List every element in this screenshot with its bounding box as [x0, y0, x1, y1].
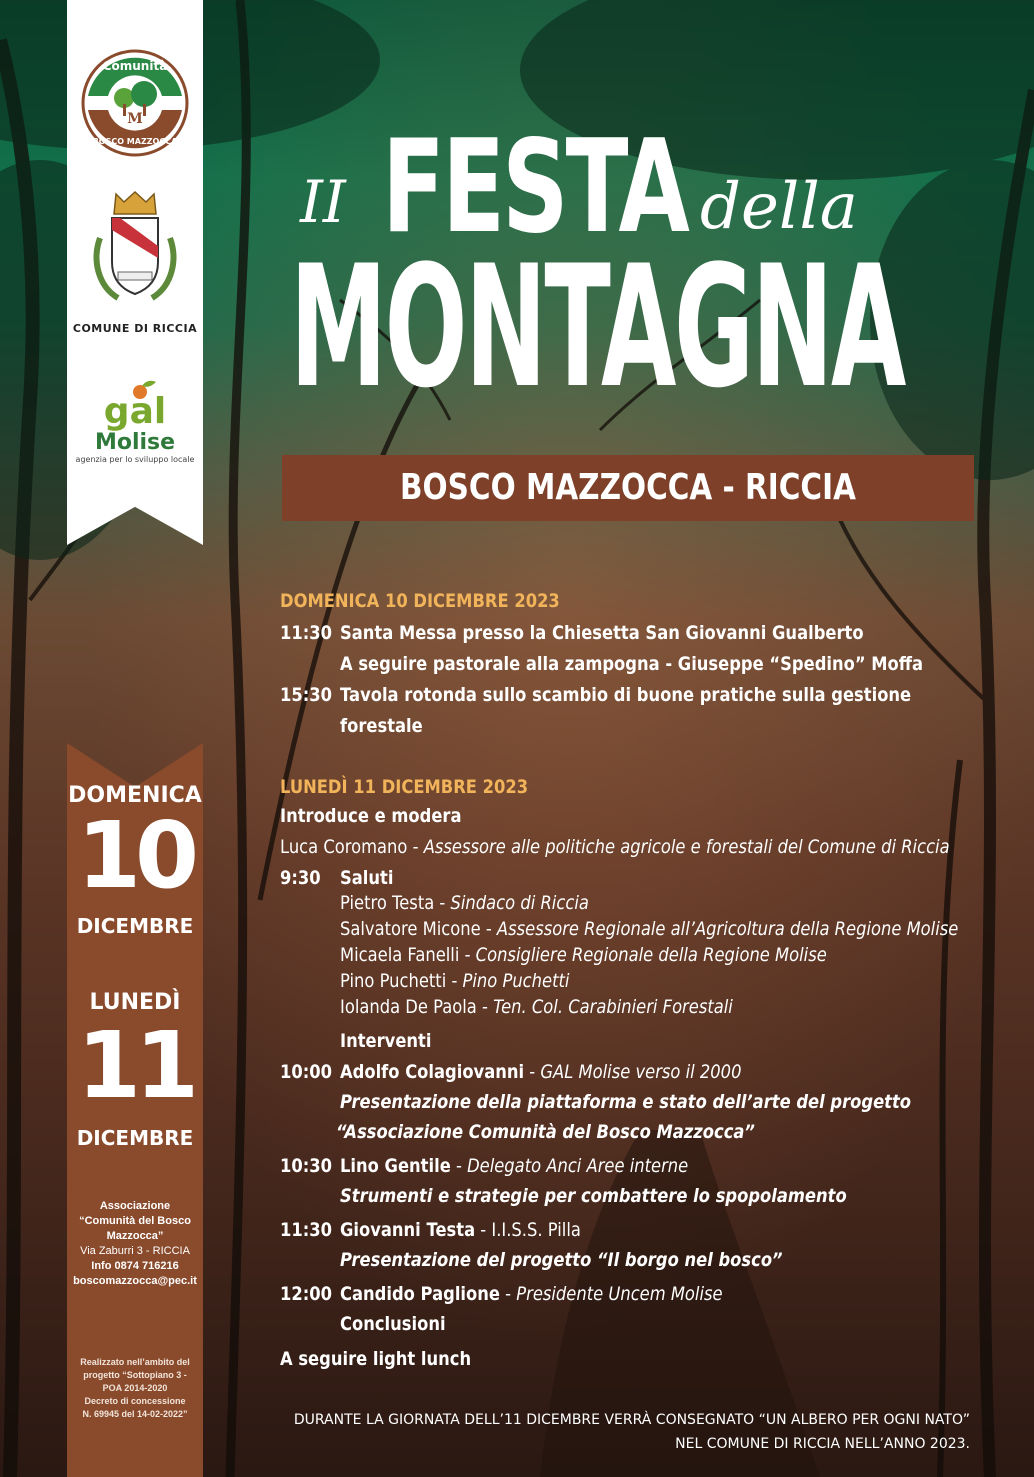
time: 12:00 [280, 1283, 333, 1305]
greeting-line: Micaela Fanelli - Consigliere Regionale della Regione Molise [340, 944, 827, 966]
speaker-name: Lino Gentile [340, 1155, 451, 1177]
comunita-arc-top: Comunità [102, 59, 168, 73]
greeting-role: Consigliere Regionale della Regione Molise [475, 944, 827, 966]
comunita-logo [80, 48, 190, 158]
greeting-role: Pino Puchetti [462, 970, 570, 992]
closing-line2: NEL COMUNE DI RICCIA NELL’ANNO 2023. [675, 1436, 970, 1452]
greeting-role: Ten. Col. Carabinieri Forestali [493, 996, 733, 1018]
intro-label: Introduce e modera [280, 805, 462, 827]
closing-line1: DURANTE LA GIORNATA DELL’11 DICEMBRE VERRÀ CONSEGNATO “UN ALBERO PER OGNI NATO” [293, 1412, 970, 1428]
greeting-role: Sindaco di Riccia [450, 892, 589, 914]
gal-tagline: agenzia per lo sviluppo locale [75, 455, 195, 464]
title-della: della [700, 170, 858, 244]
greeting-name: Iolanda De Paola [340, 996, 477, 1018]
date2-number: 11 [76, 1012, 194, 1119]
time: 9:30 [280, 867, 321, 889]
event-line: forestale [340, 715, 423, 737]
lunch-line: A seguire light lunch [280, 1348, 472, 1370]
speaker-line: Giovanni Testa - I.I.S.S. Pilla [340, 1219, 581, 1241]
speaker-role: GAL Molise verso il 2000 [540, 1061, 742, 1083]
association-contact [67, 1199, 203, 1289]
time: 11:30 [280, 1219, 333, 1241]
saluti-label: Saluti [340, 867, 394, 889]
date1-month: DICEMBRE [76, 914, 194, 938]
monday-heading: LUNEDÌ 11 DICEMBRE 2023 [280, 776, 529, 798]
gal-word: gal [103, 391, 167, 432]
conclusioni-label: Conclusioni [340, 1313, 446, 1335]
greeting-line: Iolanda De Paola - Ten. Col. Carabinieri Forestali [340, 996, 733, 1018]
time: 15:30 [280, 684, 333, 706]
time: 10:00 [280, 1061, 333, 1083]
time: 11:30 [280, 622, 333, 644]
gal-molise: Molise [94, 430, 176, 455]
speaker-topic: Presentazione della piattaforma e stato dell’arte del progetto [340, 1091, 912, 1113]
event-line: A seguire pastorale alla zampogna - Giuseppe “Spedino” Moffa [340, 653, 924, 675]
footnote-line: POA 2014-2020 [102, 1383, 168, 1393]
speaker-role: I.I.S.S. Pilla [491, 1219, 581, 1241]
speaker-role: Delegato Anci Aree interne [467, 1155, 689, 1177]
footnote-line: N. 69945 del 14-02-2022” [82, 1409, 188, 1419]
date2-month: DICEMBRE [76, 1126, 194, 1150]
moderator-line: Luca Coromano - Assessore alle politiche agricole e forestali del Comune di Riccia [280, 836, 950, 858]
assoc-address: Via Zaburri 3 - RICCIA [80, 1245, 190, 1257]
assoc-email: boscomazzocca@pec.it [73, 1275, 197, 1287]
greeting-name: Pino Puchetti [340, 970, 447, 992]
speaker-topic: “Associazione Comunità del Bosco Mazzocca” [336, 1121, 755, 1143]
project-footnote [67, 1356, 203, 1421]
speaker-name: Giovanni Testa [340, 1219, 476, 1241]
greeting-role: Assessore Regionale all’Agricoltura della Regione Molise [496, 918, 959, 940]
moderator-name: Luca Coromano [280, 836, 408, 858]
gal-molise-logo [67, 392, 203, 466]
title-edition: II [300, 168, 346, 236]
footnote-line: Realizzato nell’ambito del [80, 1357, 190, 1367]
time: 10:30 [280, 1155, 333, 1177]
sunday-heading: DOMENICA 10 DICEMBRE 2023 [280, 590, 560, 612]
comune-label: COMUNE DI RICCIA [72, 322, 198, 335]
greeting-line: Pietro Testa - Sindaco di Riccia [340, 892, 589, 914]
location-banner [282, 455, 974, 521]
greeting-name: Salvatore Micone [340, 918, 481, 940]
assoc-name3: Mazzocca” [106, 1230, 164, 1242]
speaker-name: Adolfo Colagiovanni [340, 1061, 525, 1083]
speaker-topic: Presentazione del progetto “Il borgo nel bosco” [340, 1249, 783, 1271]
date2-day: LUNEDÌ [89, 990, 181, 1015]
riccia-coat-of-arms-icon [88, 190, 182, 308]
speaker-topic: Strumenti e strategie per combattere lo spopolamento [340, 1185, 847, 1207]
footnote-line: progetto “Sottopiano 3 - [83, 1370, 187, 1380]
comunita-letter: M [127, 111, 143, 127]
closing-note [230, 1408, 970, 1456]
date1-day: DOMENICA [68, 783, 202, 808]
assoc-name2: “Comunità del Bosco [79, 1215, 191, 1227]
speaker-line: Adolfo Colagiovanni - GAL Molise verso il 2000 [340, 1061, 742, 1083]
interventi-label: Interventi [340, 1030, 432, 1052]
footnote-line: Decreto di concessione [84, 1396, 186, 1406]
comunita-arc-bottom: BOSCO MAZZOCCA [92, 137, 178, 146]
event-line: Santa Messa presso la Chiesetta San Giovanni Gualberto [340, 622, 864, 644]
date1-number: 10 [76, 802, 194, 909]
assoc-name1: Associazione [99, 1200, 171, 1212]
event-line: Tavola rotonda sullo scambio di buone pratiche sulla gestione [340, 684, 912, 706]
greeting-line: Salvatore Micone - Assessore Regionale all’Agricoltura della Regione Molise [340, 918, 959, 940]
speaker-line: Lino Gentile - Delegato Anci Aree interne [340, 1155, 689, 1177]
title-festa: FESTA [382, 113, 687, 262]
title-montagna: MONTAGNA [290, 229, 905, 425]
speaker-role: Presidente Uncem Molise [516, 1283, 723, 1305]
location-text: BOSCO MAZZOCCA - RICCIA [400, 467, 856, 508]
assoc-info: Info 0874 716216 [91, 1260, 179, 1272]
speaker-line: Candido Paglione - Presidente Uncem Molise [340, 1283, 723, 1305]
greeting-line: Pino Puchetti - Pino Puchetti [340, 970, 570, 992]
greeting-name: Pietro Testa [340, 892, 435, 914]
moderator-role: Assessore alle politiche agricole e forestali del Comune di Riccia [423, 836, 950, 858]
speaker-name: Candido Paglione [340, 1283, 500, 1305]
greeting-name: Micaela Fanelli [340, 944, 460, 966]
